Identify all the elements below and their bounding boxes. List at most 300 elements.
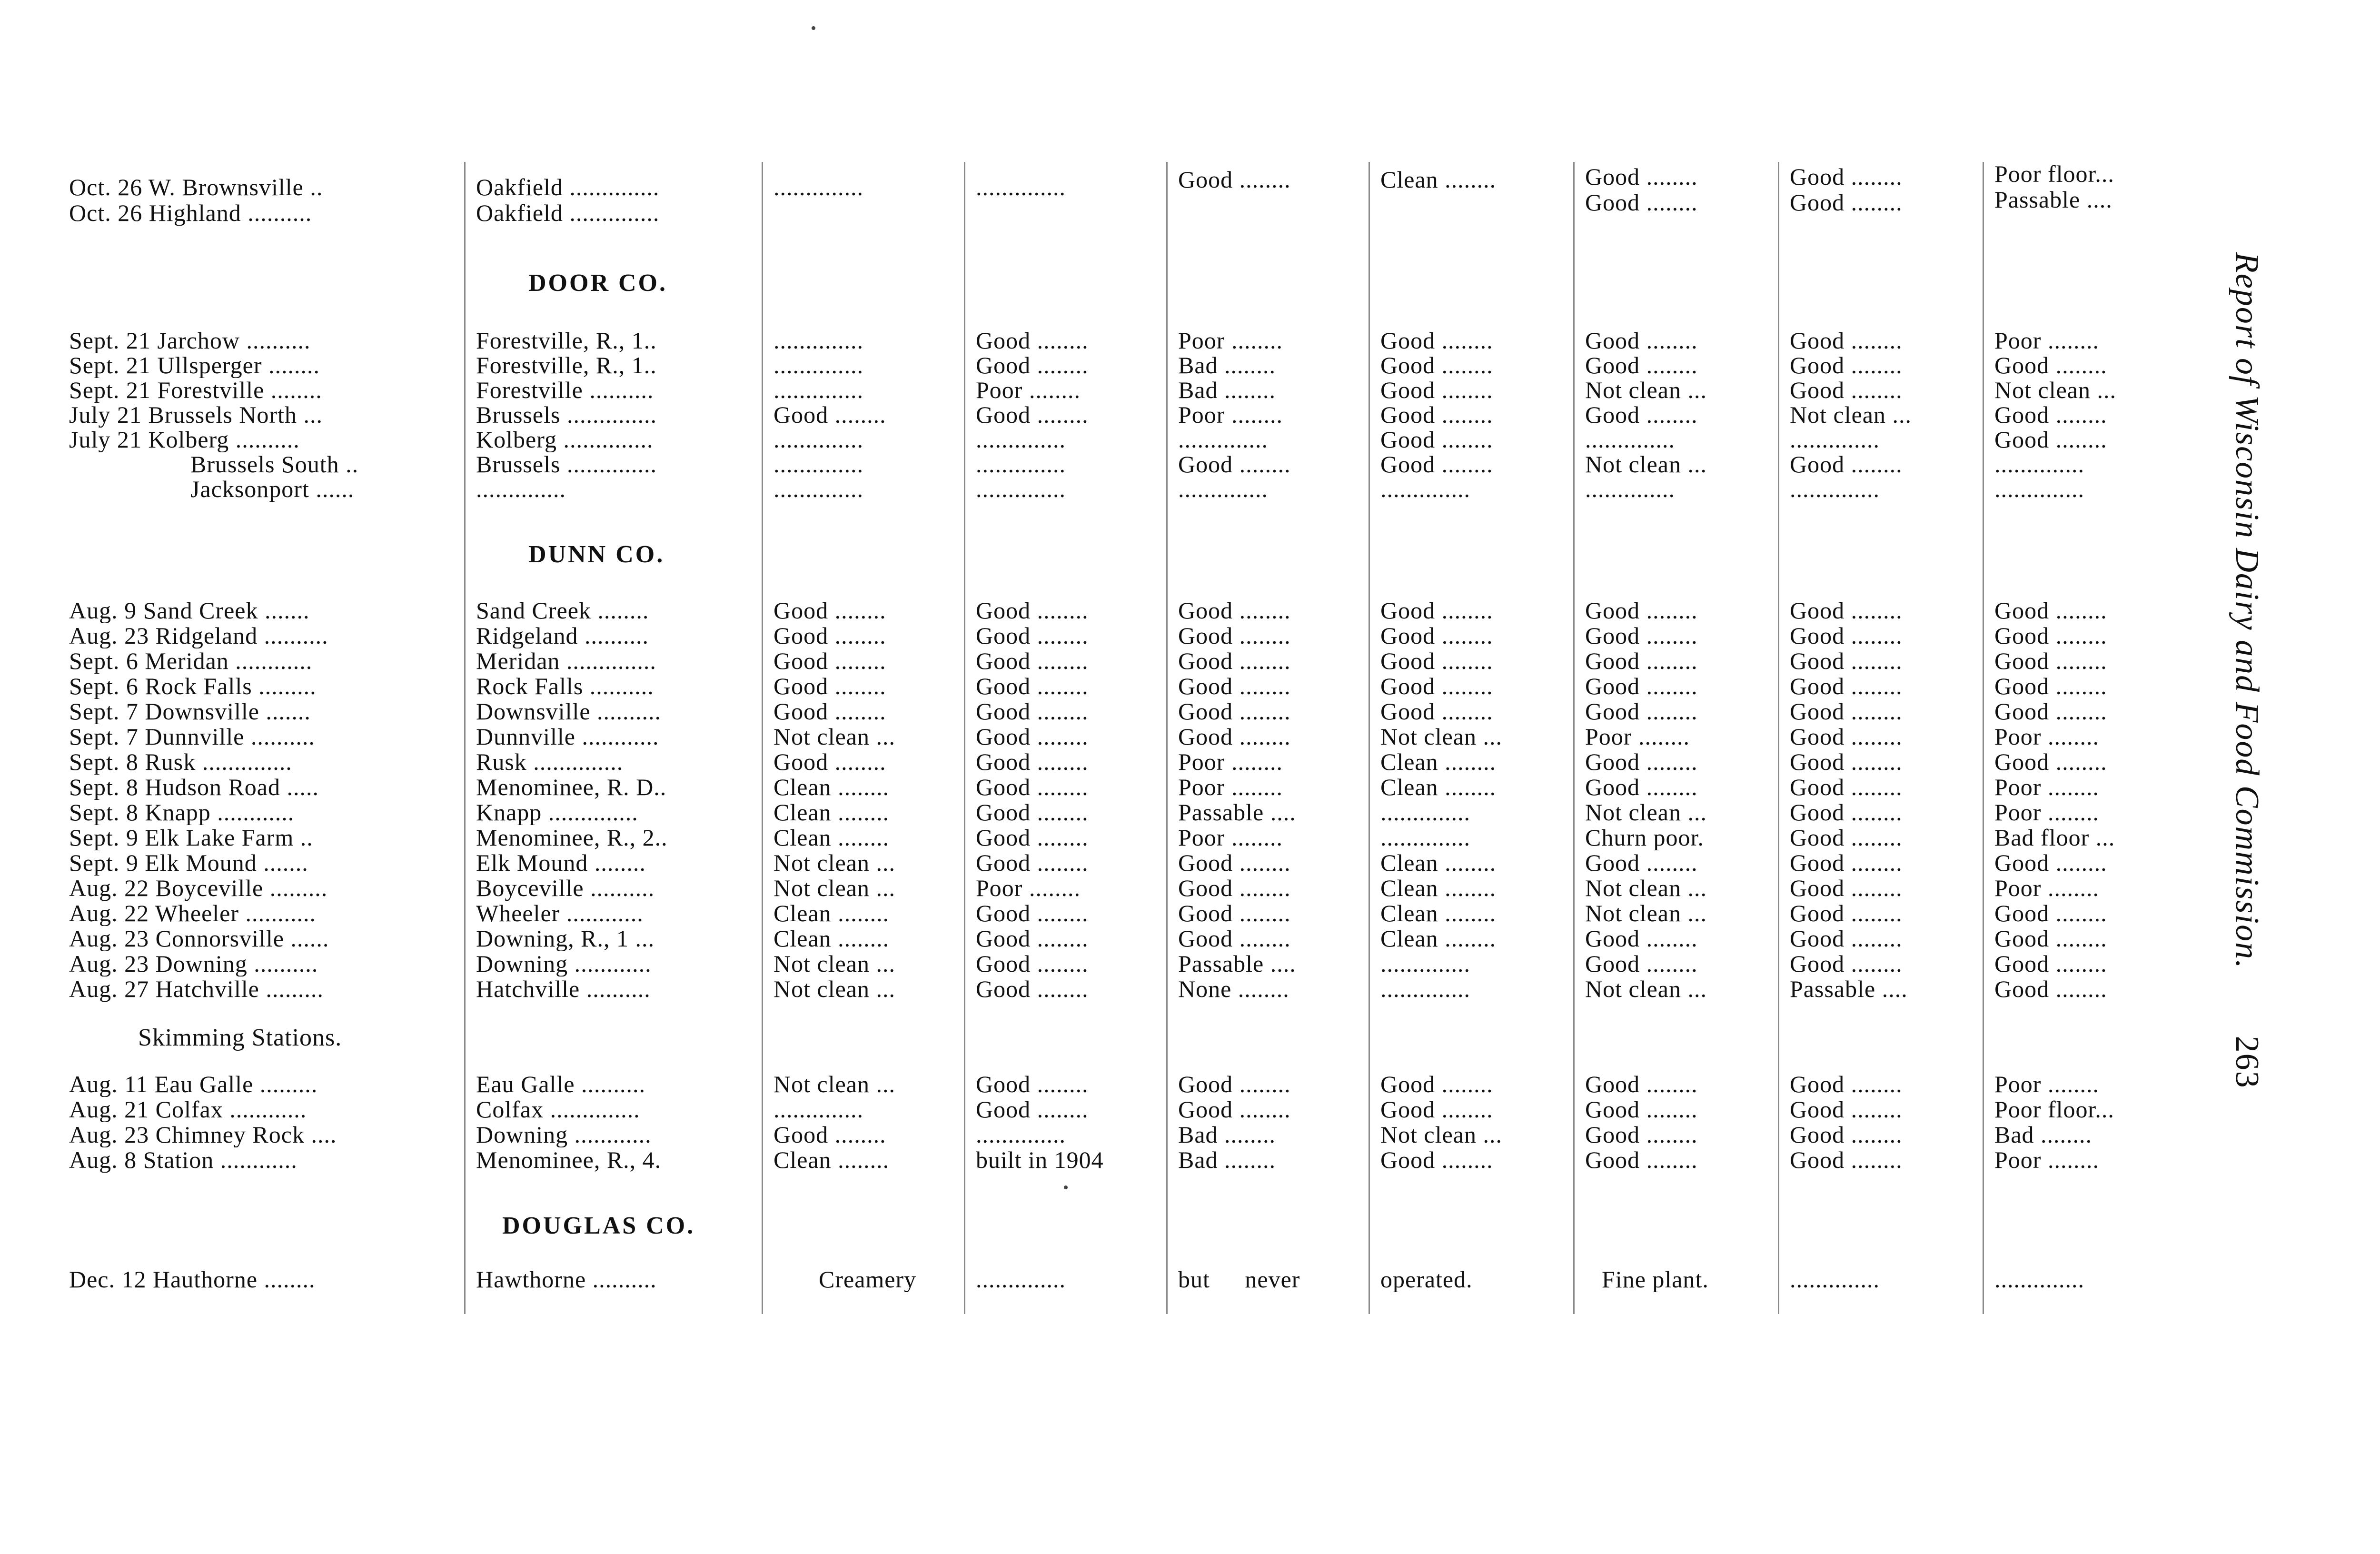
rating-cell: Passable .... (1994, 187, 2112, 212)
table-row (0, 825, 2237, 850)
rating-cell: None ........ (1178, 976, 1289, 1002)
rating-cell: .............. (1585, 476, 1675, 502)
rating-cell: Good ........ (976, 328, 1089, 353)
table-row (0, 673, 2237, 699)
table-row (0, 328, 2237, 353)
rating-cell: Not clean ... (1585, 976, 1707, 1002)
station-cell: Aug. 27 Hatchville ......... (69, 976, 324, 1002)
rating-cell: .............. (774, 352, 863, 378)
rating-cell: Good ........ (1585, 926, 1698, 951)
rating-cell: Poor ........ (976, 377, 1081, 403)
post-office-cell: Hawthorne .......... (476, 1266, 657, 1292)
rating-cell: .............. (976, 1122, 1066, 1147)
rating-cell: .............. (774, 328, 863, 353)
rating-cell: Good ........ (1178, 167, 1291, 192)
post-office-cell: .............. (476, 476, 566, 502)
rating-cell: Good ........ (1790, 451, 1903, 477)
rating-cell: Good ........ (1994, 951, 2107, 976)
rating-cell: Good ........ (774, 402, 886, 428)
rating-cell: Good ........ (1178, 900, 1291, 926)
rating-cell: Poor ........ (1994, 799, 2099, 825)
table-row (0, 724, 2237, 749)
post-office-cell: Colfax .............. (476, 1096, 640, 1122)
rating-cell: Clean ........ (1380, 900, 1497, 926)
rating-cell: Good ........ (1178, 926, 1291, 951)
rating-cell: .............. (774, 427, 863, 452)
table-row (0, 1071, 2237, 1097)
rating-cell: Clean ........ (774, 825, 890, 850)
rating-cell: Good ........ (976, 352, 1089, 378)
rating-cell: Good ........ (1994, 648, 2107, 674)
rating-cell: Poor floor... (1994, 161, 2114, 187)
rating-cell: .............. (774, 377, 863, 403)
rating-cell: Good ........ (1790, 698, 1903, 724)
rating-cell: .............. (1380, 976, 1470, 1002)
post-office-cell: Rock Falls .......... (476, 673, 654, 699)
rating-cell: Good ........ (976, 749, 1089, 775)
rating-cell: Poor ........ (1178, 402, 1283, 428)
post-office-cell: Knapp .............. (476, 799, 638, 825)
rating-cell: .............. (976, 451, 1066, 477)
table-row (0, 402, 2237, 428)
post-office-cell: Oakfield .............. (476, 200, 660, 226)
rating-cell: Good ........ (774, 673, 886, 699)
post-office-cell: Forestville, R., 1.. (476, 328, 657, 353)
rating-cell: Good ........ (1585, 1147, 1698, 1173)
table-row (0, 377, 2237, 403)
rating-cell: Good ........ (1994, 352, 2107, 378)
station-cell: Sept. 6 Rock Falls ......... (69, 673, 317, 699)
rating-cell: Good ........ (774, 1122, 886, 1147)
rating-cell: Clean ........ (774, 926, 890, 951)
table-row (0, 951, 2237, 976)
table-row (0, 976, 2237, 1002)
rating-cell: .............. (774, 174, 863, 200)
post-office-cell: Eau Galle .......... (476, 1071, 646, 1097)
rating-cell: .............. (976, 1266, 1066, 1292)
rating-cell: Clean ........ (774, 774, 890, 800)
rating-cell: Good ........ (1790, 724, 1903, 749)
table-row (0, 1096, 2237, 1122)
station-cell: Aug. 22 Wheeler ........... (69, 900, 317, 926)
rating-cell: .............. (774, 476, 863, 502)
rating-cell: .............. (774, 1096, 863, 1122)
rating-cell: Good ........ (774, 648, 886, 674)
post-office-cell: Rusk .............. (476, 749, 624, 775)
table-row (0, 875, 2237, 901)
table-row (0, 451, 2237, 477)
rating-cell: Good ........ (976, 951, 1089, 976)
post-office-cell: Wheeler ............ (476, 900, 644, 926)
rating-cell: Not clean ... (774, 850, 895, 876)
rating-cell: Good ........ (1994, 850, 2107, 876)
rating-cell: .............. (1178, 476, 1268, 502)
rating-cell: Not clean ... (774, 976, 895, 1002)
rating-cell: Good ........ (1585, 1071, 1698, 1097)
rating-cell: Good ........ (1380, 598, 1493, 623)
rating-cell: Churn poor. (1585, 825, 1704, 850)
rating-cell: Good ........ (976, 774, 1089, 800)
rating-cell: Good ........ (1790, 774, 1903, 800)
rating-cell: Good ........ (1994, 926, 2107, 951)
rating-cell: Good ........ (1585, 749, 1698, 775)
rating-cell: Good ........ (1178, 673, 1291, 699)
rating-cell: Clean ........ (774, 1147, 890, 1173)
rating-cell: Poor ........ (1994, 328, 2099, 353)
station-cell: Sept. 8 Hudson Road ..... (69, 774, 319, 800)
rating-cell: .............. (1380, 951, 1470, 976)
county-heading: DOOR CO. (528, 269, 667, 297)
rating-cell: Good ........ (1585, 402, 1698, 428)
rating-cell: Not clean ... (1380, 1122, 1502, 1147)
rating-cell: Not clean ... (1994, 377, 2116, 403)
rating-cell: .............. (976, 427, 1066, 452)
rating-cell: .............. (1790, 427, 1880, 452)
rating-cell: Good ........ (1380, 427, 1493, 452)
rating-cell: Good ........ (1585, 1122, 1698, 1147)
post-office-cell: Ridgeland .......... (476, 623, 649, 648)
rating-cell: Poor ........ (1178, 328, 1283, 353)
rating-cell: Good ........ (1380, 451, 1493, 477)
post-office-cell: Menominee, R., 2.. (476, 825, 668, 850)
rating-cell: Poor ........ (1178, 825, 1283, 850)
table-row (0, 648, 2237, 674)
table-row (0, 749, 2237, 775)
rating-cell: Clean ........ (1380, 875, 1497, 901)
station-cell: Sept. 9 Elk Lake Farm .. (69, 825, 313, 850)
rating-cell: Good ........ (1178, 698, 1291, 724)
remark-cell: Creamery (819, 1266, 917, 1292)
rating-cell: Good ........ (1178, 1096, 1291, 1122)
station-cell: Aug. 23 Connorsville ...... (69, 926, 329, 951)
table-row (0, 1122, 2237, 1147)
rating-cell: Poor ........ (1994, 1071, 2099, 1097)
rating-cell: built in 1904 (976, 1147, 1104, 1173)
rating-cell: Good ........ (1790, 749, 1903, 775)
rating-cell: Good ........ (1178, 598, 1291, 623)
station-cell: Aug. 8 Station ............ (69, 1147, 298, 1173)
post-office-cell: Menominee, R. D.. (476, 774, 667, 800)
rating-cell: Not clean ... (1380, 724, 1502, 749)
rating-cell: Good ........ (1380, 1096, 1493, 1122)
rating-cell: Good ........ (1380, 698, 1493, 724)
rating-cell: Good ........ (1790, 189, 1903, 215)
post-office-cell: Dunnville ............ (476, 724, 659, 749)
remark-cell: but never (1178, 1266, 1300, 1292)
rating-cell: Good ........ (976, 926, 1089, 951)
table-row (0, 476, 2237, 502)
station-cell: Aug. 23 Downing .......... (69, 951, 318, 976)
rating-cell: Good ........ (976, 724, 1089, 749)
page-number: 263 (2229, 1036, 2265, 1089)
rating-cell: Poor ........ (1585, 724, 1690, 749)
rating-cell: Not clean ... (1585, 799, 1707, 825)
post-office-cell: Brussels .............. (476, 402, 657, 428)
rating-cell: Passable .... (1178, 951, 1296, 976)
rating-cell: Good ........ (1790, 648, 1903, 674)
rating-cell: Good ........ (1790, 328, 1903, 353)
table-row (0, 623, 2237, 648)
table-row (0, 850, 2237, 876)
rating-cell: Good ........ (976, 1096, 1089, 1122)
rating-cell: Bad ........ (1178, 1122, 1276, 1147)
rating-cell: Poor ........ (1178, 749, 1283, 775)
rating-cell: Bad ........ (1994, 1122, 2092, 1147)
post-office-cell: Elk Mound ........ (476, 850, 646, 876)
rating-cell (1380, 200, 1566, 226)
rating-cell: Good ........ (1994, 900, 2107, 926)
rating-cell: Good ........ (1585, 648, 1698, 674)
rating-cell: Poor ........ (976, 875, 1081, 901)
post-office-cell: Downing ............ (476, 951, 652, 976)
rating-cell: Good ........ (1994, 427, 2107, 452)
rating-cell: Good ........ (1178, 623, 1291, 648)
rating-cell: Good ........ (774, 623, 886, 648)
rating-cell: .............. (1994, 451, 2084, 477)
rating-cell: Good ........ (1380, 1147, 1493, 1173)
rating-cell (1178, 200, 1364, 226)
rating-cell: Not clean ... (774, 1071, 895, 1097)
station-cell: Aug. 23 Chimney Rock .... (69, 1122, 337, 1147)
rating-cell: Good ........ (1585, 328, 1698, 353)
rating-cell: Good ........ (976, 598, 1089, 623)
post-office-cell: Meridan .............. (476, 648, 656, 674)
rating-cell: Good ........ (1178, 875, 1291, 901)
rating-cell: Bad ........ (1178, 377, 1276, 403)
rating-cell: Good ........ (1790, 623, 1903, 648)
rating-cell: Clean ........ (1380, 167, 1497, 192)
table-row (0, 598, 2237, 623)
table-row (0, 774, 2237, 800)
station-cell: Dec. 12 Hauthorne ........ (69, 1266, 316, 1292)
rating-cell: Good ........ (976, 402, 1089, 428)
station-cell: Aug. 22 Boyceville ......... (69, 875, 328, 901)
rating-cell: Good ........ (1585, 673, 1698, 699)
rating-cell: Poor ........ (1178, 774, 1283, 800)
post-office-cell: Hatchville .......... (476, 976, 651, 1002)
rating-cell: Clean ........ (1380, 749, 1497, 775)
rating-cell: Clean ........ (1380, 850, 1497, 876)
station-cell: July 21 Kolberg .......... (69, 427, 300, 452)
rating-cell: .............. (1994, 476, 2084, 502)
table-row (0, 1266, 2237, 1292)
rating-cell: Good ........ (1585, 1096, 1698, 1122)
rating-cell: Good ........ (1585, 623, 1698, 648)
rating-cell: Good ........ (1585, 698, 1698, 724)
rating-cell: Bad ........ (1178, 1147, 1276, 1173)
rating-cell: Poor ........ (1994, 774, 2099, 800)
rating-cell: Not clean ... (1790, 402, 1912, 428)
rating-cell: .............. (774, 451, 863, 477)
rating-cell: Good ........ (1790, 825, 1903, 850)
rating-cell: Good ........ (1380, 402, 1493, 428)
post-office-cell: Boyceville .......... (476, 875, 655, 901)
rating-cell: Good ........ (1790, 900, 1903, 926)
scan-speck (812, 26, 815, 30)
rating-cell: Good ........ (1585, 850, 1698, 876)
table-row (0, 1147, 2237, 1173)
remark-cell: Fine plant. (1602, 1266, 1709, 1292)
rating-cell: Good ........ (1585, 951, 1698, 976)
rating-cell: Good ........ (976, 900, 1089, 926)
rating-cell: Not clean ... (1585, 377, 1707, 403)
post-office-cell: Brussels .............. (476, 451, 657, 477)
rating-cell: Good ........ (976, 976, 1089, 1002)
rating-cell: Good ........ (1994, 623, 2107, 648)
station-cell: Sept. 8 Rusk .............. (69, 749, 292, 775)
rating-cell: Not clean ... (1585, 451, 1707, 477)
rating-cell: Good ........ (976, 623, 1089, 648)
rating-cell: Good ........ (1585, 164, 1698, 189)
table-row (0, 352, 2237, 378)
post-office-cell: Kolberg .............. (476, 427, 654, 452)
post-office-cell: Downsville .......... (476, 698, 662, 724)
rating-cell: Good ........ (1994, 698, 2107, 724)
rating-cell: .............. (1994, 1266, 2084, 1292)
rating-cell: Good ........ (1380, 673, 1493, 699)
rating-cell: .............. (976, 174, 1066, 200)
rating-cell: Good ........ (1790, 926, 1903, 951)
rating-cell: .............. (1380, 476, 1470, 502)
running-header-title: Report of Wisconsin Dairy and Food Commission. (2229, 252, 2265, 969)
rating-cell: Good ........ (1994, 749, 2107, 775)
rating-cell: Good ........ (1790, 377, 1903, 403)
rating-cell: Good ........ (1178, 1071, 1291, 1097)
rating-cell: Good ........ (1380, 623, 1493, 648)
rating-cell: Good ........ (1994, 598, 2107, 623)
rating-cell: Not clean ... (774, 724, 895, 749)
rating-cell: Good ........ (1790, 951, 1903, 976)
section-subheading: Skimming Stations. (138, 1024, 342, 1051)
table-row (0, 427, 2237, 452)
rating-cell: Not clean ... (774, 951, 895, 976)
rating-cell: Not clean ... (774, 875, 895, 901)
rating-cell: Poor floor... (1994, 1096, 2114, 1122)
rating-cell: Good ........ (1790, 598, 1903, 623)
rating-cell: Good ........ (1178, 724, 1291, 749)
rating-cell: Good ........ (1790, 799, 1903, 825)
station-cell: Sept. 21 Ullsperger ........ (69, 352, 320, 378)
rating-cell: Good ........ (1790, 1071, 1903, 1097)
rating-cell: Good ........ (976, 673, 1089, 699)
rating-cell: Clean ........ (1380, 774, 1497, 800)
scan-speck (1064, 1185, 1068, 1189)
table-row (0, 799, 2237, 825)
station-cell: Sept. 6 Meridan ............ (69, 648, 313, 674)
rating-cell (976, 200, 1161, 226)
station-cell: Sept. 7 Dunnville .......... (69, 724, 315, 749)
rating-cell: Good ........ (1585, 774, 1698, 800)
rating-cell: Good ........ (1380, 352, 1493, 378)
station-cell: Sept. 9 Elk Mound ....... (69, 850, 308, 876)
post-office-cell: Forestville .......... (476, 377, 654, 403)
rating-cell: Clean ........ (1380, 926, 1497, 951)
rating-cell: Good ........ (1178, 451, 1291, 477)
rating-cell: .............. (1178, 427, 1268, 452)
rating-cell: Good ........ (976, 648, 1089, 674)
rating-cell: .............. (1790, 1266, 1880, 1292)
rating-cell: .............. (1585, 427, 1675, 452)
rating-cell: Good ........ (1380, 328, 1493, 353)
rating-cell: Good ........ (1178, 648, 1291, 674)
table-row (0, 900, 2237, 926)
rating-cell: Good ........ (976, 850, 1089, 876)
post-office-cell: Oakfield .............. (476, 174, 660, 200)
rating-cell: Good ........ (1790, 875, 1903, 901)
rating-cell: .............. (1790, 476, 1880, 502)
rating-cell: Good ........ (1790, 1122, 1903, 1147)
station-cell: July 21 Brussels North ... (69, 402, 323, 428)
running-header (2228, 252, 2266, 1089)
rating-cell: Good ........ (774, 749, 886, 775)
rating-cell: Good ........ (1380, 648, 1493, 674)
station-cell: Aug. 21 Colfax ............ (69, 1096, 307, 1122)
rating-cell: Passable .... (1178, 799, 1296, 825)
station-cell: Sept. 8 Knapp ............ (69, 799, 295, 825)
rating-cell: .............. (976, 476, 1066, 502)
rating-cell: Clean ........ (774, 799, 890, 825)
station-cell: Oct. 26 W. Brownsville .. (69, 174, 323, 200)
rating-cell: Good ........ (1790, 1147, 1903, 1173)
rating-cell: Good ........ (1380, 1071, 1493, 1097)
post-office-cell: Downing ............ (476, 1122, 652, 1147)
rating-cell: .............. (1380, 825, 1470, 850)
rating-cell: Good ........ (1790, 1096, 1903, 1122)
rating-cell: Good ........ (1178, 850, 1291, 876)
rating-cell: Good ........ (976, 825, 1089, 850)
rating-cell: Good ........ (1585, 352, 1698, 378)
rating-cell: Good ........ (1790, 352, 1903, 378)
county-heading: DUNN CO. (528, 541, 665, 568)
rating-cell: Good ........ (1790, 850, 1903, 876)
station-cell: Aug. 23 Ridgeland .......... (69, 623, 328, 648)
table-row (0, 926, 2237, 951)
table-row (0, 698, 2237, 724)
rating-cell: Poor ........ (1994, 875, 2099, 901)
station-cell: Aug. 9 Sand Creek ....... (69, 598, 310, 623)
rating-cell: Good ........ (1585, 598, 1698, 623)
county-heading: DOUGLAS CO. (502, 1212, 695, 1239)
rating-cell: Good ........ (976, 1071, 1089, 1097)
station-cell: Brussels South .. (190, 451, 359, 477)
rating-cell: Good ........ (774, 598, 886, 623)
station-cell: Oct. 26 Highland .......... (69, 200, 312, 226)
post-office-cell: Downing, R., 1 ... (476, 926, 654, 951)
rating-cell: Bad ........ (1178, 352, 1276, 378)
rating-cell: Good ........ (774, 698, 886, 724)
rating-cell: Good ........ (1994, 673, 2107, 699)
rating-cell: Good ........ (976, 799, 1089, 825)
rating-cell: Good ........ (1994, 402, 2107, 428)
station-cell: Sept. 21 Forestville ........ (69, 377, 322, 403)
rating-cell: Good ........ (1380, 377, 1493, 403)
post-office-cell: Forestville, R., 1.. (476, 352, 657, 378)
rating-cell: Clean ........ (774, 900, 890, 926)
rating-cell: Good ........ (1585, 189, 1698, 215)
post-office-cell: Sand Creek ........ (476, 598, 649, 623)
rating-cell: Not clean ... (1585, 900, 1707, 926)
rating-cell: Poor ........ (1994, 724, 2099, 749)
station-cell: Sept. 7 Downsville ....... (69, 698, 311, 724)
rating-cell: Bad floor ... (1994, 825, 2115, 850)
station-cell: Jacksonport ...... (190, 476, 355, 502)
post-office-cell: Menominee, R., 4. (476, 1147, 662, 1173)
rating-cell: Good ........ (1790, 673, 1903, 699)
rating-cell: Passable .... (1790, 976, 1908, 1002)
remark-cell: operated. (1380, 1266, 1473, 1292)
rating-cell: Good ........ (1790, 164, 1903, 189)
station-cell: Sept. 21 Jarchow .......... (69, 328, 311, 353)
